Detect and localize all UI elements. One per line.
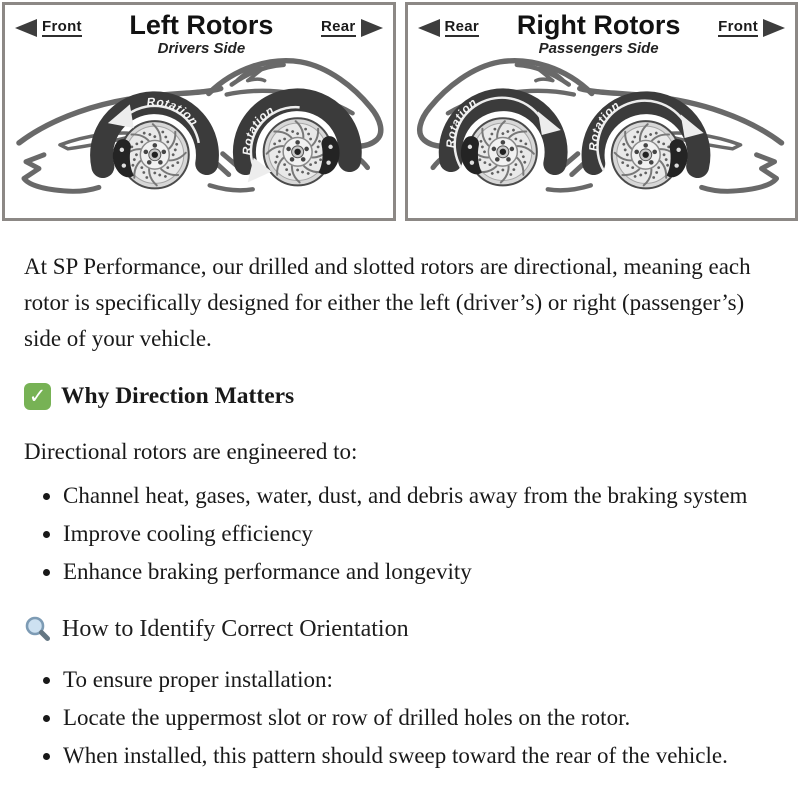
engineered-to-lead: Directional rotors are engineered to:: [24, 439, 358, 464]
list-item: • Channel heat, gases, water, dust, and debris away from the braking system: [63, 478, 768, 514]
list-item: • Improve cooling efficiency: [63, 516, 768, 552]
list-item: • When installed, this pattern should sweep toward the rear of the vehicle.: [63, 738, 768, 774]
rotation-text: Rotation: [443, 95, 480, 149]
rear-arrow-icon: [418, 19, 440, 37]
front-arrow-icon: [763, 19, 785, 37]
check-mark-icon: [24, 383, 51, 410]
right-car-illustration: [408, 52, 796, 218]
car-silhouette: [19, 61, 381, 192]
front-arrow-icon: [15, 19, 37, 37]
right-panel-subtitle: Passengers Side: [538, 40, 659, 58]
rotation-text: Rotation: [146, 94, 202, 129]
right-panel-title: Right Rotors: [516, 10, 681, 40]
left-rotors-panel: [2, 2, 396, 221]
rear-label: Rear: [321, 18, 356, 37]
rotor-direction-diagram: [0, 0, 800, 221]
heading-text: How to Identify Correct Orientation: [62, 616, 409, 642]
heading-text: Why Direction Matters: [61, 383, 295, 409]
list-item: • Locate the uppermost slot or row of drilled holes on the rotor.: [63, 700, 768, 736]
rotation-text: Rotation: [585, 98, 622, 152]
left-panel-subtitle: Drivers Side: [157, 40, 246, 58]
magnifying-glass-icon: [24, 615, 52, 643]
left-panel-title: Left Rotors: [129, 10, 274, 40]
rear-label: Rear: [445, 18, 480, 37]
why-bullet-list: [24, 478, 774, 590]
left-car-illustration: [5, 52, 393, 218]
why-direction-matters-heading: [24, 378, 774, 414]
rear-arrow-icon: [361, 19, 383, 37]
front-direction: [718, 18, 785, 37]
rear-direction: [418, 18, 480, 37]
intro-paragraph: At SP Performance, our drilled and slotted rotors are directional, meaning each rotor is specifically designed for either the left (driver’s) or right (passenger’s) side of your vehicle.: [24, 254, 751, 351]
front-label: Front: [42, 18, 82, 37]
article-body: [0, 221, 800, 774]
how-to-identify-heading: [24, 611, 774, 647]
how-bullet-list: [24, 662, 774, 774]
front-direction: [15, 18, 82, 37]
right-rotors-panel: [405, 2, 799, 221]
list-item: • Enhance braking performance and longevity: [63, 554, 768, 590]
front-label: Front: [718, 18, 758, 37]
left-panel-header: [5, 5, 393, 57]
list-item: • To ensure proper installation:: [63, 662, 768, 698]
rear-direction: [321, 18, 383, 37]
rotation-text: Rotation: [239, 102, 277, 156]
right-panel-header: [408, 5, 796, 57]
